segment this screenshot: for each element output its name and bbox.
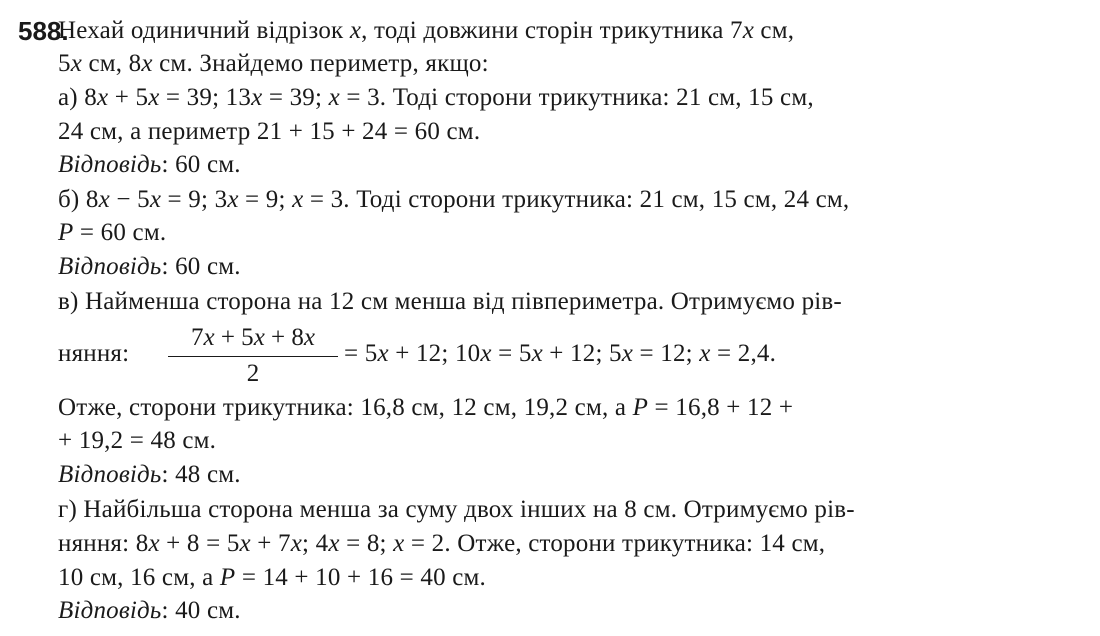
answer-label: Відповідь xyxy=(58,461,162,488)
part-b-line-1: б) 8x − 5x = 9; 3x = 9; x = 3. Тоді сторони трикутника: 21 см, 15 см, 24 см, xyxy=(58,186,850,213)
fraction-bar xyxy=(168,356,338,357)
intro-line-1: Нехай одиничний відрізок x, тоді довжини сторін трикутника 7x см, xyxy=(58,17,795,44)
fraction-denominator: 2 xyxy=(246,360,260,387)
part-v-line-3: Отже, сторони трикутника: 16,8 см, 12 см, 19,2 см, а P = 16,8 + 12 + xyxy=(58,394,794,421)
fraction xyxy=(168,318,338,390)
part-v-line-4: + 19,2 = 48 см. xyxy=(58,427,217,454)
part-g-line-1: г) Найбільша сторона менша за суму двох інших на 8 см. Отримуємо рів- xyxy=(58,496,855,523)
part-v-equation-rest: = 5x + 12; 10x = 5x + 12; 5x = 12; x = 2,4. xyxy=(344,340,777,367)
part-b-line-2: P = 60 см. xyxy=(58,219,167,246)
answer-label: Відповідь xyxy=(58,151,162,178)
part-g-line-3: 10 см, 16 см, а P = 14 + 10 + 16 = 40 см. xyxy=(58,564,486,591)
problem-number: 588. xyxy=(18,16,69,46)
part-a-line-1: а) 8x + 5x = 39; 13x = 39; x = 3. Тоді сторони трикутника: 21 см, 15 см, xyxy=(58,84,814,111)
part-a-line-2: 24 см, а периметр 21 + 15 + 24 = 60 см. xyxy=(58,118,481,145)
part-g-line-2: няння: 8x + 8 = 5x + 7x; 4x = 8; x = 2. Отже, сторони трикутника: 14 см, xyxy=(58,530,826,557)
answer-label: Відповідь xyxy=(58,253,162,280)
intro-line-2: 5x см, 8x см. Знайдемо периметр, якщо: xyxy=(58,50,489,77)
part-b-answer: Відповідь: 60 см. xyxy=(58,253,241,280)
part-v-answer: Відповідь: 48 см. xyxy=(58,461,241,488)
part-v-line-1: в) Найменша сторона на 12 см менша від півпериметра. Отримуємо рів- xyxy=(58,288,842,315)
answer-label: Відповідь xyxy=(58,597,162,624)
fraction-numerator: 7x + 5x + 8x xyxy=(190,324,316,351)
part-v-equation-prefix: няння: xyxy=(58,340,130,367)
part-g-answer: Відповідь: 40 см. xyxy=(58,597,241,624)
part-a-answer: Відповідь: 60 см. xyxy=(58,151,241,178)
